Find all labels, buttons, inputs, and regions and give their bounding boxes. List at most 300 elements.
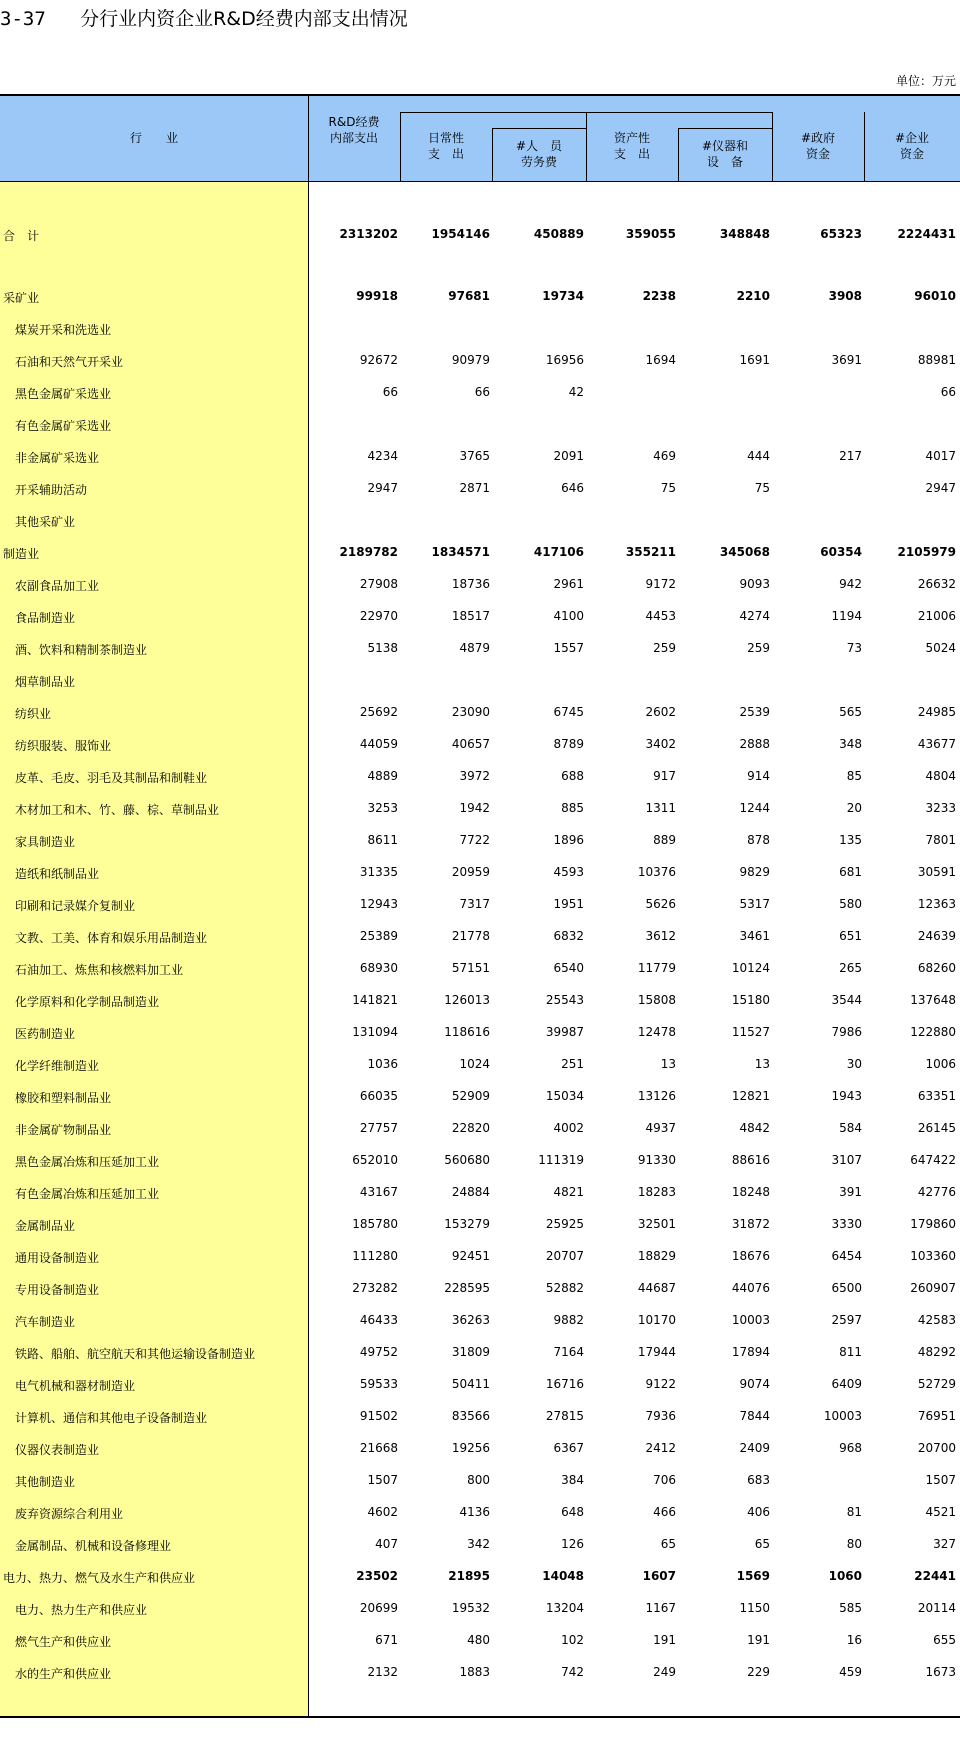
value-cell: 31872: [731, 1217, 770, 1231]
value-cell: 91330: [637, 1153, 676, 1167]
value-cell: 42776: [917, 1185, 956, 1199]
table-row: [0, 1215, 960, 1235]
value-cell: 81: [846, 1505, 862, 1519]
value-cell: 4002: [553, 1121, 584, 1135]
value-cell: 25925: [545, 1217, 584, 1231]
table-row: [0, 1631, 960, 1651]
value-cell: 652010: [352, 1153, 398, 1167]
value-cell: 137648: [910, 993, 956, 1007]
value-cell: 83566: [451, 1409, 490, 1423]
industry-name: 橡胶和塑料制品业: [15, 1091, 112, 1105]
table-row: [0, 447, 960, 467]
value-cell: 648: [561, 1505, 584, 1519]
value-cell: 384: [561, 1473, 584, 1487]
value-cell: 126013: [444, 993, 490, 1007]
value-cell: 885: [561, 801, 584, 815]
table-row: [0, 959, 960, 979]
value-cell: 15180: [731, 993, 770, 1007]
value-cell: 565: [839, 705, 862, 719]
industry-name: 纺织服装、服饰业: [15, 739, 112, 753]
value-cell: 30591: [917, 865, 956, 879]
value-cell: 12943: [359, 897, 398, 911]
value-cell: 1036: [367, 1057, 398, 1071]
header-ent-funds: #企业 资金: [894, 131, 930, 161]
value-cell: 2947: [925, 481, 956, 495]
value-cell: 16716: [545, 1377, 584, 1391]
value-cell: 671: [375, 1633, 398, 1647]
value-cell: 102: [561, 1633, 584, 1647]
table-row: [0, 703, 960, 723]
value-cell: 20114: [917, 1601, 956, 1615]
value-cell: 2602: [645, 705, 676, 719]
table-row: [0, 1151, 960, 1171]
value-cell: 942: [839, 577, 862, 591]
value-cell: 7986: [831, 1025, 862, 1039]
value-cell: 2091: [553, 449, 584, 463]
value-cell: 651: [839, 929, 862, 943]
value-cell: 23502: [356, 1569, 398, 1583]
value-cell: 11779: [637, 961, 676, 975]
value-cell: 52729: [917, 1377, 956, 1391]
table-row: [0, 479, 960, 499]
value-cell: 52909: [451, 1089, 490, 1103]
value-cell: 259: [653, 641, 676, 655]
value-cell: 10170: [637, 1313, 676, 1327]
value-cell: 24639: [917, 929, 956, 943]
value-cell: 126: [561, 1537, 584, 1551]
value-cell: 5626: [645, 897, 676, 911]
value-cell: 13: [754, 1057, 770, 1071]
value-cell: 60354: [820, 545, 862, 559]
value-cell: 889: [653, 833, 676, 847]
value-cell: 12821: [731, 1089, 770, 1103]
value-cell: 65: [754, 1537, 770, 1551]
value-cell: 10376: [637, 865, 676, 879]
value-cell: 273282: [352, 1281, 398, 1295]
value-cell: 4602: [367, 1505, 398, 1519]
value-cell: 4136: [459, 1505, 490, 1519]
page-title: [0, 4, 408, 31]
value-cell: 88616: [731, 1153, 770, 1167]
industry-name: 造纸和纸制品业: [15, 867, 100, 881]
value-cell: 19256: [451, 1441, 490, 1455]
value-cell: 450889: [533, 227, 584, 241]
table-row: [0, 543, 960, 563]
value-cell: 46433: [359, 1313, 398, 1327]
value-cell: 10124: [731, 961, 770, 975]
value-cell: 191: [653, 1633, 676, 1647]
table-row: [0, 287, 960, 307]
value-cell: 97681: [448, 289, 490, 303]
value-cell: 260907: [910, 1281, 956, 1295]
value-cell: 4937: [645, 1121, 676, 1135]
industry-name: 通用设备制造业: [15, 1251, 100, 1265]
value-cell: 251: [561, 1057, 584, 1071]
value-cell: 7317: [459, 897, 490, 911]
value-cell: 4879: [459, 641, 490, 655]
value-cell: 3908: [828, 289, 862, 303]
value-cell: 3544: [831, 993, 862, 1007]
value-cell: 18248: [731, 1185, 770, 1199]
value-cell: 36263: [451, 1313, 490, 1327]
value-cell: 1569: [736, 1569, 770, 1583]
value-cell: 2597: [831, 1313, 862, 1327]
value-cell: 118616: [444, 1025, 490, 1039]
value-cell: 4453: [645, 609, 676, 623]
industry-name: 专用设备制造业: [15, 1283, 100, 1297]
value-cell: 4234: [367, 449, 398, 463]
value-cell: 878: [747, 833, 770, 847]
value-cell: 32501: [637, 1217, 676, 1231]
value-cell: 17944: [637, 1345, 676, 1359]
value-cell: 1673: [925, 1665, 956, 1679]
value-cell: 7801: [925, 833, 956, 847]
industry-name: 电力、热力生产和供应业: [15, 1603, 148, 1617]
value-cell: 259: [747, 641, 770, 655]
value-cell: 10003: [731, 1313, 770, 1327]
industry-name: 计算机、通信和其他电子设备制造业: [15, 1411, 208, 1425]
value-cell: 3402: [645, 737, 676, 751]
value-cell: 31335: [359, 865, 398, 879]
industry-name: 废弃资源综合利用业: [15, 1507, 124, 1521]
header-labor: #人 员 劳务费: [515, 139, 563, 169]
value-cell: 131094: [352, 1025, 398, 1039]
value-cell: 12363: [917, 897, 956, 911]
value-cell: 3461: [739, 929, 770, 943]
industry-name: 农副食品加工业: [15, 579, 100, 593]
value-cell: 21668: [359, 1441, 398, 1455]
value-cell: 7722: [459, 833, 490, 847]
value-cell: 3107: [831, 1153, 862, 1167]
industry-name: 有色金属冶炼和压延加工业: [15, 1187, 160, 1201]
value-cell: 6500: [831, 1281, 862, 1295]
value-cell: 8789: [553, 737, 584, 751]
header-divider: [586, 112, 587, 181]
value-cell: 1194: [831, 609, 862, 623]
table-row: [0, 895, 960, 915]
table-row: [0, 799, 960, 819]
value-cell: 40657: [451, 737, 490, 751]
value-cell: 26632: [917, 577, 956, 591]
value-cell: 560680: [444, 1153, 490, 1167]
table-row: [0, 735, 960, 755]
table-row: [0, 1279, 960, 1299]
unit-label: 单位：万元: [895, 74, 956, 88]
header-divider: [864, 112, 865, 181]
value-cell: 65323: [820, 227, 862, 241]
industry-name: 其他采矿业: [15, 515, 76, 529]
value-cell: 1896: [553, 833, 584, 847]
value-cell: 30: [846, 1057, 862, 1071]
industry-name: 石油和天然气开采业: [15, 355, 124, 369]
value-cell: 7936: [645, 1409, 676, 1423]
industry-name: 金属制品业: [15, 1219, 76, 1233]
value-cell: 9172: [645, 577, 676, 591]
value-cell: 42: [568, 385, 584, 399]
value-cell: 5024: [925, 641, 956, 655]
value-cell: 73: [846, 641, 862, 655]
value-cell: 1507: [925, 1473, 956, 1487]
value-cell: 17894: [731, 1345, 770, 1359]
table-row: [0, 1567, 960, 1587]
value-cell: 1942: [459, 801, 490, 815]
header-divider: [400, 112, 401, 181]
value-cell: 1060: [828, 1569, 862, 1583]
value-cell: 584: [839, 1121, 862, 1135]
value-cell: 21895: [448, 1569, 490, 1583]
value-cell: 480: [467, 1633, 490, 1647]
value-cell: 66035: [359, 1089, 398, 1103]
table-row: [0, 767, 960, 787]
table-row: [0, 319, 960, 339]
table-row: [0, 1087, 960, 1107]
value-cell: 65: [660, 1537, 676, 1551]
table-row: [0, 863, 960, 883]
value-cell: 44059: [359, 737, 398, 751]
value-cell: 12478: [637, 1025, 676, 1039]
table-row: [0, 1183, 960, 1203]
value-cell: 122880: [910, 1025, 956, 1039]
value-cell: 4274: [739, 609, 770, 623]
value-cell: 68260: [917, 961, 956, 975]
value-cell: 2947: [367, 481, 398, 495]
value-cell: 19532: [451, 1601, 490, 1615]
industry-name: 食品制造业: [15, 611, 76, 625]
table-row: [0, 1023, 960, 1043]
table-row: [0, 511, 960, 531]
table-row: [0, 1055, 960, 1075]
value-cell: 27908: [359, 577, 398, 591]
value-cell: 348: [839, 737, 862, 751]
value-cell: 2210: [736, 289, 770, 303]
value-cell: 406: [747, 1505, 770, 1519]
value-cell: 2105979: [897, 545, 956, 559]
table-row: [0, 225, 960, 245]
value-cell: 26145: [917, 1121, 956, 1135]
industry-name: 有色金属矿采选业: [15, 419, 112, 433]
industry-name: 开采辅助活动: [15, 483, 88, 497]
value-cell: 646: [561, 481, 584, 495]
value-cell: 2539: [739, 705, 770, 719]
industry-name: 非金属矿物制品业: [15, 1123, 112, 1137]
value-cell: 111319: [538, 1153, 584, 1167]
industry-name: 仪器仪表制造业: [15, 1443, 100, 1457]
value-cell: 75: [754, 481, 770, 495]
industry-name: 水的生产和供应业: [15, 1667, 112, 1681]
industry-name: 黑色金属矿采选业: [15, 387, 112, 401]
bottom-rule: [0, 1716, 960, 1718]
value-cell: 249: [653, 1665, 676, 1679]
table-row: [0, 1375, 960, 1395]
value-cell: 6540: [553, 961, 584, 975]
industry-name: 文教、工美、体育和娱乐用品制造业: [15, 931, 208, 945]
value-cell: 327: [933, 1537, 956, 1551]
table-row: [0, 1119, 960, 1139]
value-cell: 345068: [719, 545, 770, 559]
value-cell: 68930: [359, 961, 398, 975]
value-cell: 21006: [917, 609, 956, 623]
value-cell: 2409: [739, 1441, 770, 1455]
value-cell: 24884: [451, 1185, 490, 1199]
value-cell: 16: [846, 1633, 862, 1647]
table-row: [0, 991, 960, 1011]
value-cell: 2412: [645, 1441, 676, 1455]
value-cell: 217: [839, 449, 862, 463]
value-cell: 76951: [917, 1409, 956, 1423]
value-cell: 1943: [831, 1089, 862, 1103]
value-cell: 4842: [739, 1121, 770, 1135]
value-cell: 407: [375, 1537, 398, 1551]
value-cell: 16956: [545, 353, 584, 367]
industry-name: 汽车制造业: [15, 1315, 76, 1329]
value-cell: 1951: [553, 897, 584, 911]
value-cell: 96010: [914, 289, 956, 303]
value-cell: 18517: [451, 609, 490, 623]
value-cell: 1244: [739, 801, 770, 815]
value-cell: 66: [474, 385, 490, 399]
value-cell: 4521: [925, 1505, 956, 1519]
header-rd-internal: R&D经费 内部支出: [328, 115, 380, 145]
header-industry: 行 业: [129, 131, 178, 145]
value-cell: 1607: [642, 1569, 676, 1583]
value-cell: 10003: [823, 1409, 862, 1423]
header-divider: [400, 112, 772, 113]
header-divider: [678, 128, 772, 129]
table-header: [0, 96, 960, 182]
value-cell: 459: [839, 1665, 862, 1679]
value-cell: 52882: [545, 1281, 584, 1295]
value-cell: 39987: [545, 1025, 584, 1039]
value-cell: 43167: [359, 1185, 398, 1199]
value-cell: 2871: [459, 481, 490, 495]
table-row: [0, 1535, 960, 1555]
value-cell: 13: [660, 1057, 676, 1071]
table-row: [0, 575, 960, 595]
table-row: [0, 1439, 960, 1459]
value-cell: 5138: [367, 641, 398, 655]
industry-name: 燃气生产和供应业: [15, 1635, 112, 1649]
value-cell: 6745: [553, 705, 584, 719]
table-title: 分行业内资企业R&D经费内部支出情况: [80, 8, 408, 30]
value-cell: 99918: [356, 289, 398, 303]
value-cell: 1834571: [431, 545, 490, 559]
value-cell: 48292: [917, 1345, 956, 1359]
value-cell: 469: [653, 449, 676, 463]
value-cell: 1167: [645, 1601, 676, 1615]
value-cell: 88981: [917, 353, 956, 367]
value-cell: 179860: [910, 1217, 956, 1231]
value-cell: 50411: [451, 1377, 490, 1391]
table-row: [0, 1407, 960, 1427]
value-cell: 1557: [553, 641, 584, 655]
value-cell: 4100: [553, 609, 584, 623]
value-cell: 1883: [459, 1665, 490, 1679]
value-cell: 688: [561, 769, 584, 783]
value-cell: 9074: [739, 1377, 770, 1391]
value-cell: 25389: [359, 929, 398, 943]
header-daily: 日常性 支 出: [427, 131, 464, 161]
value-cell: 49752: [359, 1345, 398, 1359]
header-gov-funds: #政府 资金: [800, 131, 836, 161]
value-cell: 348848: [719, 227, 770, 241]
header-divider: [772, 112, 773, 181]
industry-name: 石油加工、炼焦和核燃料加工业: [15, 963, 184, 977]
value-cell: 1150: [739, 1601, 770, 1615]
value-cell: 23090: [451, 705, 490, 719]
value-cell: 13204: [545, 1601, 584, 1615]
value-cell: 2313202: [339, 227, 398, 241]
value-cell: 2224431: [897, 227, 956, 241]
value-cell: 3765: [459, 449, 490, 463]
industry-name: 金属制品、机械和设备修理业: [15, 1539, 172, 1553]
table-row: [0, 639, 960, 659]
industry-name: 化学纤维制造业: [15, 1059, 100, 1073]
value-cell: 2888: [739, 737, 770, 751]
value-cell: 359055: [625, 227, 676, 241]
value-cell: 7164: [553, 1345, 584, 1359]
value-cell: 43677: [917, 737, 956, 751]
value-cell: 1954146: [431, 227, 490, 241]
table-code: 3-37: [0, 8, 46, 30]
industry-name: 酒、饮料和精制茶制造业: [15, 643, 148, 657]
value-cell: 27815: [545, 1409, 584, 1423]
value-cell: 42583: [917, 1313, 956, 1327]
industry-name: 印刷和记录媒介复制业: [15, 899, 136, 913]
value-cell: 20699: [359, 1601, 398, 1615]
value-cell: 466: [653, 1505, 676, 1519]
value-cell: 22970: [359, 609, 398, 623]
value-cell: 92672: [359, 353, 398, 367]
industry-name: 电气机械和器材制造业: [15, 1379, 136, 1393]
value-cell: 14048: [542, 1569, 584, 1583]
value-cell: 4889: [367, 769, 398, 783]
value-cell: 6409: [831, 1377, 862, 1391]
value-cell: 141821: [352, 993, 398, 1007]
value-cell: 4017: [925, 449, 956, 463]
value-cell: 80: [846, 1537, 862, 1551]
value-cell: 3972: [459, 769, 490, 783]
value-cell: 57151: [451, 961, 490, 975]
table-row: [0, 671, 960, 691]
header-divider: [308, 96, 309, 181]
value-cell: 191: [747, 1633, 770, 1647]
value-cell: 1691: [739, 353, 770, 367]
value-cell: 917: [653, 769, 676, 783]
value-cell: 21778: [451, 929, 490, 943]
value-cell: 800: [467, 1473, 490, 1487]
value-cell: 3691: [831, 353, 862, 367]
table-row: [0, 1471, 960, 1491]
value-cell: 580: [839, 897, 862, 911]
value-cell: 706: [653, 1473, 676, 1487]
value-cell: 6367: [553, 1441, 584, 1455]
value-cell: 9122: [645, 1377, 676, 1391]
table-row: [0, 607, 960, 627]
value-cell: 18736: [451, 577, 490, 591]
value-cell: 914: [747, 769, 770, 783]
value-cell: 3330: [831, 1217, 862, 1231]
table-row: [0, 831, 960, 851]
industry-name: 制造业: [3, 547, 40, 561]
table-row: [0, 1343, 960, 1363]
value-cell: 44076: [731, 1281, 770, 1295]
value-cell: 1694: [645, 353, 676, 367]
value-cell: 228595: [444, 1281, 490, 1295]
value-cell: 585: [839, 1601, 862, 1615]
value-cell: 355211: [625, 545, 676, 559]
value-cell: 6454: [831, 1249, 862, 1263]
value-cell: 5317: [739, 897, 770, 911]
